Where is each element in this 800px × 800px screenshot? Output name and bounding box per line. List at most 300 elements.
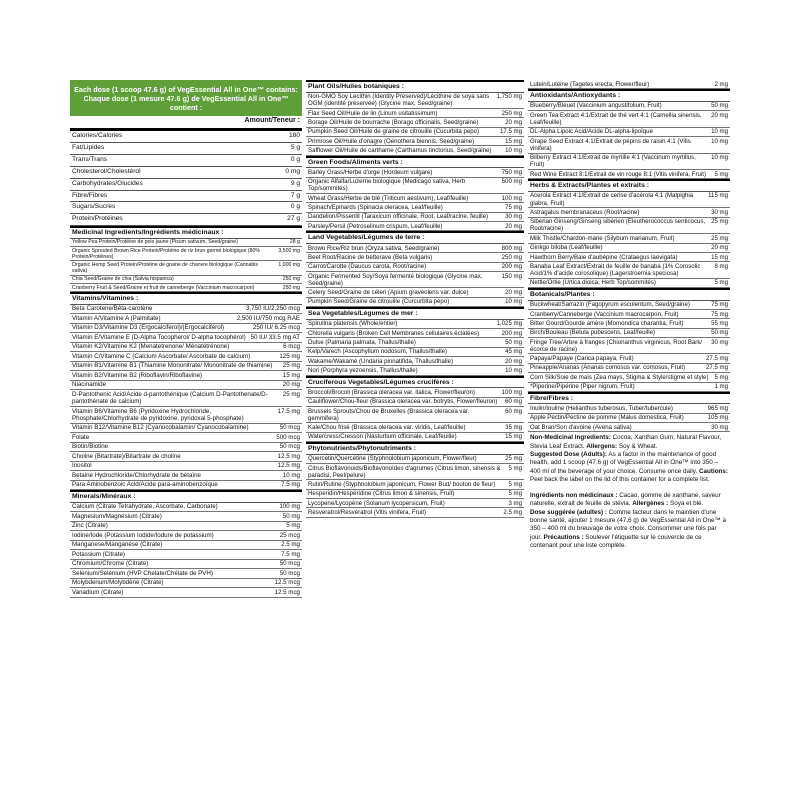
ingredient-name: Pineapple/Ananas (Ananas comosus var. comosus, Fruit) [530,364,686,372]
nutrition-row [70,167,302,179]
ingredient-name: Parsley/Persil (Petroselinum crispum, Leaf/feuille) [308,222,443,230]
ingredient-amount: 75 mg [711,301,728,309]
ingredient-amount: 45 mg [505,348,522,356]
ingredient-row [306,137,524,146]
ingredient-name: Rutin/Rutine (Styphnolobium japonicum, Flower Bud/ bouton de fleur) [308,481,496,489]
ingredient-name: Pumpkin Seed/Graine de citrouille (Curcurbita pepo) [308,298,450,306]
ingredient-amount: 115 mg [708,192,728,200]
ingredient-amount: 50 mcg [279,560,300,568]
ingredient-name: Selenium/Sélénium (HVP Chelate/Chélate de PVH) [72,569,213,577]
ingredient-name: Wakame/Wakamé (Undaria pinnatifida, Thallus/thalle) [308,357,454,365]
ingredient-name: Fat/Lipides [72,143,105,151]
ingredient-name: Chia Seed/Graine de chia (Salvia hispanica) [72,276,174,283]
ingredient-amount: 15 mg [711,253,728,261]
ingredient-amount: 5 mg [714,170,728,178]
ingredient-name: Birch/Bouleau (Betula pubescens, Leaf/feuille) [530,329,655,337]
section-title: Botanicals/Plantes : [528,288,730,301]
ingredient-row [306,480,524,489]
ingredient-name: Inositol [72,462,92,470]
ingredient-amount: 250 mg [501,109,522,117]
ingredient-name: Inulin/Inuline (Helianthus tuberosus, Tuber/tubercule) [530,404,673,412]
ingredient-name: Cranberry/Canneberge (Vaccinium macrocarpon, Fruit) [530,310,679,318]
ingredient-amount: 3,750 IU/2,250 mcg [245,305,300,313]
ingredient-section [70,292,302,490]
ingredient-row [528,80,730,89]
ingredient-row [70,424,302,433]
ingredient-amount: 50 mcg [279,443,300,451]
ingredient-amount: 9 g [290,179,300,187]
ingredient-amount: 965 mg [707,404,728,412]
ingredient-row [70,588,302,597]
ingredient-amount: 30 mg [505,213,522,221]
ingredient-row [70,314,302,323]
ingredient-name: Zinc (Citrate) [72,522,108,530]
nonmed-text: Cocoa, Xanthan Gum, Natural Flavour, Stevia Leaf Extract. [530,434,722,450]
allergens-text: Soy & Wheat. [617,442,658,450]
ingredient-row [306,338,524,347]
section-title: Cruciferous Vegetables/Légumes crucifères : [306,376,524,389]
ingredient-amount: 10 mg [711,154,728,162]
ingredient-amount: 20 mg [505,118,522,126]
ingredient-row [306,146,524,155]
nutrition-row [70,131,302,143]
ingredient-amount: 28 g [289,239,300,246]
nutrition-row [70,143,302,155]
ingredient-row [306,464,524,481]
section-title: Green Foods/Aliments verts : [306,156,524,169]
ingredient-amount: 60 mg [505,407,522,415]
nutrition-row [70,202,302,214]
ingredient-amount: 5 mg [508,490,522,498]
ingredient-amount: 7 g [290,191,300,199]
ingredient-row [70,531,302,540]
notes-en [528,434,730,484]
ingredient-row [528,383,730,392]
ingredient-row [70,569,302,578]
ingredient-amount: 35 mg [505,424,522,431]
ingredient-row [306,253,524,262]
ingredient-row [306,398,524,407]
ingredient-name: Bilberry Extract 4:1/Extrait de myrtille 4:1 (Vaccinum myrtillus, Fruit) [530,154,696,169]
ingredient-row [306,329,524,338]
ingredient-row [306,213,524,222]
ingredient-amount: 2 mg [714,80,728,88]
ingredient-amount: 27.5 mg [705,364,728,372]
ingredient-name: Beet Root/Racine de betterave (Beta vulgaris) [308,253,433,261]
ingredient-amount: 2.5 mg [281,541,300,549]
ingredient-row [306,508,524,517]
ingredient-name: Organic Fermented Soy/Soya fermenté biologique (Glycine max, Seed/graine) [308,272,483,287]
ingredient-name: Brussels Sprouts/Chou de Bruxelles (Brassica oleracea var. gemmifera) [308,407,470,422]
ingredient-amount: 5 mg [714,279,728,287]
ingredient-row [528,154,730,171]
ingredient-row [528,423,730,432]
ingredient-amount: 10 mg [711,137,728,145]
ingredient-amount: 30 mg [711,423,728,431]
allergens-label: Allergens: [586,442,618,450]
ingredient-amount: 10 mg [282,471,300,479]
ingredient-amount: 500 mg [501,178,522,186]
ingredient-amount: 50 mg [711,102,728,110]
ingredient-amount: 25 mcg [279,531,300,539]
ingredient-row [70,462,302,471]
ingredient-amount: 2,500 IU/750 mcg RAE [236,314,300,322]
ingredient-amount: 25 mg [711,234,728,242]
ingredient-name: DL-Alpha Lipoic Acid/Acide DL-alpha-lipoïque [530,128,653,136]
notes-fr [528,492,730,550]
ingredient-name: Banaba Leaf Extract/Extrait de feuille de banaba (1% Corosolic Acid/1% d'acide corosolique) (Lagerstroemia speciosa) [530,262,701,277]
ingredient-name: Barley Grass/Herbe d'orge (Hordeum vulgare) [308,168,433,176]
ingredient-row [70,239,302,247]
fr-nonmed-text: Cacao, gomme de xanthane, saveur naturelle, extrait de feuille de stévia. [530,492,721,508]
ingredient-section [70,490,302,597]
ingredient-row [70,579,302,588]
ingredient-amount: 2.5 mg [503,509,522,517]
ingredient-name: Trans/Trans [72,155,108,163]
ingredient-section [306,442,524,518]
section-title: Minerals/Minéraux : [70,490,302,503]
ingredient-row [528,329,730,338]
ingredient-amount: 250 mg [501,253,522,261]
ingredient-amount: 200 mg [501,263,522,271]
ingredient-amount: 3,500 mg [278,247,300,254]
ingredient-name: Grape Seed Extract 4:1/Extrait de pépins de raisin 4:1 (Vitis vinifera) [530,137,691,152]
ingredient-amount: 75 mg [711,310,728,318]
ingredient-amount: 20 mg [711,111,728,119]
ingredient-row [70,390,302,407]
ingredient-amount: 1 mg [714,383,728,391]
ingredient-name: Organic Sprouted Brown Rice Protein/Protéine de riz brun germé biologique (80% Protein/Protéines) [72,247,261,260]
section-title: Land Vegetables/Légumes de terre : [306,231,524,244]
ingredient-amount: 500 mcg [276,433,300,441]
col2-sections [306,80,524,518]
ingredient-amount: 8 mg [714,262,728,270]
fr-dose-text: Comme facteur dans le maintien d'une bonne santé, ajouter 1 mesure (47,6 g) de VegEssential All in One™ à 350 – 400 ml du breuvage de votre choix. Consommer une fois par jour. [530,508,727,541]
ingredient-row [306,455,524,464]
fr-allergens-label: Allergènes : [632,500,669,508]
ingredient-amount: 20 mg [711,244,728,252]
ingredient-amount: 60 mg [505,398,522,406]
amount-header [70,116,302,131]
ingredient-row [528,319,730,328]
banner-line-en: Each dose (1 scoop 47.6 g) of VegEssential All in One™ contains: [74,84,298,94]
ingredient-row [70,452,302,461]
ingredient-amount: 5 mg [286,522,300,530]
dose-banner [70,80,302,116]
ingredient-row [306,366,524,375]
ingredient-name: Corn Silk/Soie de maïs (Zea mays, Stigma & Style/stigme et style) [530,373,709,381]
ingredient-name: Kelp/Varech (Ascophyllum nodosum, Thallus/thalle) [308,348,447,356]
ingredient-row [306,423,524,432]
ingredient-amount: 150 mg [501,272,522,280]
ingredient-name: Hesperidin/Hespéridine (Citrus limon & sinensis, Fruit) [308,490,455,498]
ingredient-row [306,244,524,253]
ingredient-section [528,179,730,288]
ingredient-row [70,333,302,342]
ingredient-row [306,320,524,329]
ingredient-amount: 20 mg [505,289,522,297]
ingredient-row [70,407,302,424]
ingredient-section [528,392,730,433]
section-title: Fibre/Fibres : [528,392,730,405]
ingredient-row [70,362,302,371]
ingredient-name: Vitamin B12/Vitamine B12 (Cyanocobalamin/ Cyanocobalamine) [72,424,249,432]
ingredient-name: Papaya/Papaye (Carica papaya, Fruit) [530,355,634,363]
ingredient-name: Carrot/Carotte (Daucus carota, Root/racine) [308,263,427,271]
ingredient-amount: 7.5 mg [281,550,300,558]
ingredient-name: Lutein/Lutéine (Tagetes erecta, Flower/fleur) [530,80,650,88]
ingredient-amount: 25 mg [505,455,522,463]
ingredient-section [528,288,730,392]
nutrition-row [70,179,302,191]
section-title: Plant Oils/Huiles botaniques : [306,80,524,93]
ingredient-row [306,203,524,212]
ingredient-name: Potassium (Citrate) [72,550,125,558]
section-title: Antioxidants/Antioxydants : [528,89,730,102]
ingredient-amount: 12.5 mg [277,462,300,470]
ingredient-row [70,371,302,380]
ingredient-name: Nori (Porphyra yezoensis, Thallus/thalle) [308,366,418,374]
ingredient-name: Calories/Calories [72,132,123,139]
ingredient-name: Primrose Oil/Huile d'onagre (Oenothera biennis, Seed/graine) [308,137,475,145]
ingredient-name: Cholesterol/Cholestérol [72,167,141,175]
ingredient-name: Carbohydrates/Glucides [72,179,143,187]
ingredient-name: Niacinamide [72,381,107,389]
ingredient-section [70,226,302,292]
ingredient-name: Wheat Grass/Herbe de blé (Triticum aestivum), Leaf/feuille) [308,194,469,202]
ingredient-row [306,194,524,203]
ingredient-amount: 27 g [287,215,300,223]
ingredient-name: Folate [72,433,90,441]
ingredient-name: Chlorella vulgaris (Broken Cell Membranes cellulaires éclatées) [308,329,480,337]
ingredient-row [70,481,302,490]
ingredient-name: Watercress/Cresson (Nasturtium officinale, Leaf/feuille) [308,433,457,441]
ingredient-name: Bitter Gourd/Gourde amère (Momondica charantia, Fruit) [530,319,684,327]
ingredient-row [528,253,730,262]
ingredient-amount: 5 g [290,143,300,151]
ingredient-row [528,192,730,209]
ingredient-name: Protein/Protéines [72,215,123,223]
ingredient-amount: 1,000 mg [278,262,300,268]
ingredient-row [306,93,524,110]
ingredient-name: Dulse (Palmaria palmata, Thallus/thalle) [308,338,416,346]
ingredient-row [528,404,730,413]
ingredient-name: Betaine Hydrochloride/Chlorhydrate de bétaïne [72,471,201,479]
ingredient-row [306,272,524,289]
ingredient-row [528,364,730,373]
fr-cautions-text: Soulever l'étiquette sur le couvercle de ce contenant pour une liste complète. [530,533,702,549]
ingredient-row [306,388,524,397]
ingredient-name: Celery Seed/Graine de céleri (Apium graveolens var. dulce) [308,289,469,297]
ingredient-amount: 30 mg [711,208,728,216]
ingredient-amount: 105 mg [707,414,728,422]
ingredient-row [306,288,524,297]
ingredient-row [70,284,302,292]
ingredient-name: Vitamin C/Vitamine C (Calcium Ascorbate/ Ascorbate de calcium) [72,352,251,360]
ingredient-row [70,324,302,333]
ingredient-name: Acerola Extract 4:1/Extrait de cerise d'acérola 4:1 (Malpighia glabra, Fruit) [530,192,694,207]
ingredient-name: Kale/Chou frisé (Brassica oleracea var. viridis, Leaf/feuille) [308,424,466,431]
ingredient-row [306,357,524,366]
dose-label: Suggested Dose (Adults): [530,450,607,458]
ingredient-amount: 12.5 mcg [274,579,300,587]
ingredient-name: Chromium/Chrome (Citrate) [72,560,149,568]
ingredient-name: Citrus Bioflavonoids/Bioflavonoïdes d'agrumes (Citrus limon, sinensis & paradisi, Peel/pelure) [308,464,501,479]
ingredient-name: Buckwheat/Sarrazin (Fagopyrum esculentum, Seed/graine) [530,301,690,309]
ingredient-amount: 100 mg [501,388,522,396]
ingredient-row [306,263,524,272]
ingredient-row [528,218,730,235]
ingredient-amount: 800 mg [501,244,522,252]
ingredient-amount: 27.5 mg [705,355,728,363]
ingredient-amount: 180 [288,132,300,139]
ingredient-row [70,503,302,512]
ingredient-row [306,298,524,307]
ingredient-amount: 10 mg [711,128,728,136]
column-left [70,80,302,598]
ingredient-name: Vitamin B1/Vitamine B1 (Thiamine Mononitrate/ Mononitrate de thiamine) [72,362,273,370]
ingredient-amount: 30 mg [711,338,728,346]
ingredient-name: Green Tea Extract 4:1/Extrait de thé vert 4:1 (Camellia sinensis, Leaf/feuille) [530,111,702,126]
ingredient-amount: 17.5 mg [499,128,522,136]
ingredient-amount: 15 mg [505,137,522,145]
ingredient-row [528,338,730,355]
ingredient-row [306,128,524,137]
ingredient-amount: 1,750 mg [496,93,522,101]
ingredient-name: Beta Carotene/Bêta-carotène [72,305,153,313]
nutrition-row [70,214,302,226]
ingredient-row [70,471,302,480]
ingredient-row [528,128,730,137]
ingredient-amount: 7.5 mg [281,481,300,489]
ingredient-amount: 125 mg [279,352,300,360]
ingredient-row [306,499,524,508]
ingredient-name: Sugars/Sucres [72,203,116,211]
ingredient-amount: 250 mg [282,276,300,283]
ingredient-row [528,208,730,217]
ingredient-row [70,381,302,390]
ingredient-name: Yellow Pea Protein/Protéine de pois jaune (Pisum sativum, Seed/graine) [72,239,238,246]
ingredient-amount: 15 mg [282,371,300,379]
ingredient-amount: 75 mg [505,204,522,211]
ingredient-row [70,541,302,550]
ingredient-row [528,102,730,111]
ingredient-name: Blueberry/Bleuet (Vaccinium angustifolium, Fruit) [530,102,662,110]
ingredient-row [306,222,524,231]
ingredient-name: Borage Oil/Huile de bourrache (Borago officinalis, Seed/graine) [308,118,479,126]
ingredient-name: Biotin/Biotine [72,443,109,451]
ingredient-amount: 50 mg [711,329,728,337]
ingredient-amount: 12.5 mg [277,452,300,460]
ingredient-name: Organic Alfalfa/Luzerne biologique (Medicago sativa, Herb Top/sommités) [308,178,466,193]
ingredient-amount: 5 mg [714,373,728,381]
ingredient-amount: 0 g [290,203,300,211]
ingredient-amount: 50 IU/ 33.5 mg AT [250,333,300,341]
ingredient-row [306,178,524,195]
ingredient-amount: 0 mg [285,167,300,175]
ingredient-name: Resveratrol/Resvératrol (Vitis vinifera, Fruit) [308,509,427,517]
cautions-text: Peel back the label on the lid of this container for a complete list. [530,475,710,483]
ingredient-amount: 250 mg [282,284,300,291]
ingredient-name: Milk Thistle/Chardon-marie (Silybum marianum, Fruit) [530,234,675,242]
ingredient-amount: 12.5 mcg [274,588,300,596]
ingredient-amount: 20 mg [282,381,300,389]
ingredient-row [528,244,730,253]
ingredient-row [528,373,730,382]
macros-table [70,131,302,226]
ingredient-section [306,80,524,156]
ingredient-row [70,261,302,275]
ingredient-row [306,348,524,357]
ingredient-name: Spirulina platensis (Whole/entier) [308,320,398,328]
ingredient-name: Vanadium (Citrate) [72,588,124,596]
ingredient-name: Cranberry Fruit & Seed/Graine et fruit de canneberge (Vaccinium macrocarpon) [72,284,255,291]
section-title: Medicinal Ingredients/Ingrédients médicinaux : [70,226,302,239]
section-title: Phytonutrients/Phytonutriments : [306,442,524,455]
ingredient-row [528,137,730,154]
ingredient-row [70,247,302,261]
ingredient-row [528,170,730,179]
column-middle [306,80,524,518]
ingredient-name: Pumpkin Seed Oil/Huile de graine de citrouille (Cucurbita pepo) [308,128,480,136]
ingredient-name: Siberian Ginseng/Ginseng sibérien (Eleutherococcus senticocus, Root/racine) [530,218,706,233]
ingredient-row [70,433,302,442]
ingredient-name: Organic Hemp Seed Protein/Protéine de graine de chanvre biologique (Cannabis sativa) [72,262,259,275]
ingredient-row [70,522,302,531]
ingredient-row [528,279,730,288]
cautions-label: Cautions: [698,467,728,475]
section-title: Herbs & Extracts/Plantes et extraits : [528,179,730,192]
ingredient-name: Vitamin D3/Vitamine D3 (Ergocalciferol)/(Ergocalciférol) [72,324,225,332]
ingredient-amount: 100 mg [501,194,522,202]
ingredient-row [306,168,524,177]
ingredient-amount: 10 mg [505,146,522,154]
fr-cautions-label: Précautions : [543,533,584,541]
ingredient-name: Quercetin/Quercétine (Styphnolobium japonicum, Flower/fleur) [308,455,477,463]
ingredient-row [306,109,524,118]
ingredient-name: Oat Bran/Son d'avoine (Avena sativa) [530,423,632,431]
ingredient-amount: 10 mg [505,298,522,306]
ingredient-amount: 5 mg [508,481,522,489]
nutrition-row [70,191,302,203]
ingredient-row [70,443,302,452]
column-right [528,80,730,550]
ingredient-amount: 20 mg [505,357,522,365]
ingredient-amount: 750 mg [501,168,522,176]
ingredient-row [306,118,524,127]
ingredient-row [528,310,730,319]
ingredient-name: Lycopene/Lycopène (Solanum lycopersicum, Fruit) [308,499,445,507]
ingredient-name: Hawthorn Berry/Baie d'aubépine (Crataegus laevigata) [530,253,678,261]
ingredient-name: Nettle/Ortie (Urtica dioica, Herb Top/sommités) [530,279,656,287]
ingredient-name: Vitamin B2/Vitamine B2 (Riboflavin/Riboflavine) [72,371,203,379]
ingredient-row [70,343,302,352]
ingredient-name: *Piperine/Pipérine (Piper nigrum, Fruit) [530,383,635,391]
ingredient-name: Vitamin A/Vitamine A (Palmitate) [72,314,161,322]
nonmed-label: Non-Medicinal Ingredients: [530,434,611,442]
amount-label: Amount/Teneur : [244,117,300,124]
ingredient-name: Fringe Tree/Arbre à franges (Chionanthus virginicus, Root Bark/écorce de racine) [530,338,703,353]
ingredient-amount: 55 mg [711,319,728,327]
ingredient-name: Broccoli/Brocoli (Brassica oleracea var. italica, Flower/fleuron) [308,388,475,396]
ingredient-name: Brown Rice/Riz brun (Oryza sativa, Seed/graine) [308,244,440,252]
ingredient-name: Vitamin E/Vitamine E (D-Alpha Tocopherol/ D-alpha tocophérol) [72,333,246,341]
nutrition-row [70,155,302,167]
ingredient-name: Magnesium/Magnésium (Citrate) [72,512,162,520]
col3-top-rows [528,80,730,89]
ingredient-name: Safflower Oil/Huile de carthame (Carthamus tinctorius, Seed/graine) [308,146,492,154]
col3-sections [528,89,730,432]
